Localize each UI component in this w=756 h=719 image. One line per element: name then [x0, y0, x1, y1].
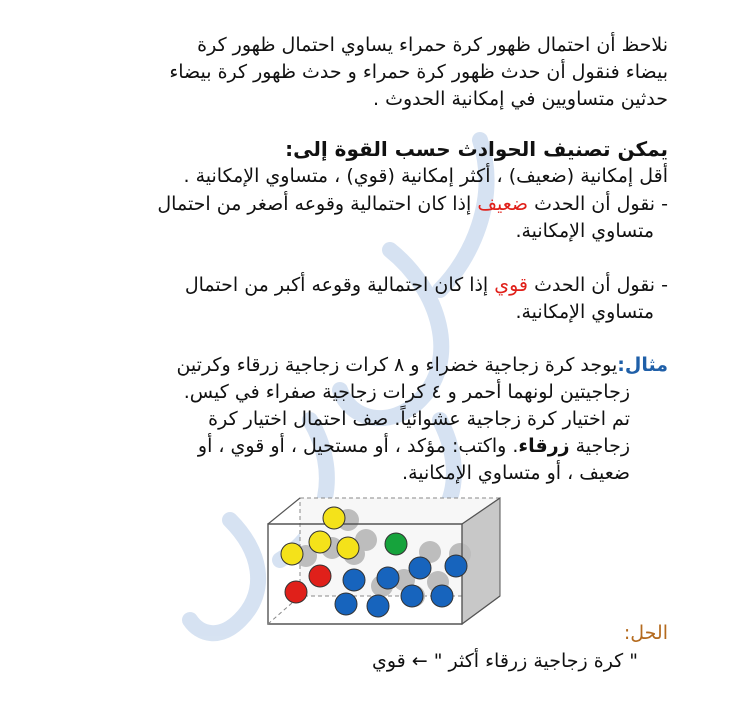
example-line2: زجاجيتين لونهما أحمر و ٤ كرات زجاجية صفراء في كيس.	[183, 381, 630, 403]
weak-definition	[157, 191, 668, 217]
blue-marble	[367, 595, 389, 617]
example-line4-bold: زرقاء	[518, 435, 570, 457]
red-marble	[285, 581, 307, 603]
example-text1: يوجد كرة زجاجية خضراء و ٨ كرات زجاجية زرقاء وكرتين	[176, 354, 618, 376]
blue-marble	[343, 569, 365, 591]
yellow-marble	[323, 507, 345, 529]
classes-line: أقل إمكانية (ضعيف) ، أكثر إمكانية (قوي) ، متساوي الإمكانية .	[183, 165, 668, 187]
example-line4	[198, 433, 630, 459]
para1-line2: بيضاء فنقول أن حدث ظهور كرة حمراء و حدث ظهور كرة بيضاء	[169, 61, 668, 83]
example-line1	[176, 352, 668, 378]
marble-box-illustration	[262, 496, 502, 628]
yellow-marble	[309, 531, 331, 553]
strong-keyword: قوي	[494, 274, 529, 296]
strong-definition	[185, 272, 668, 298]
blue-marble	[409, 557, 431, 579]
example-line5: ضعيف ، أو متساوي الإمكانية.	[402, 462, 630, 484]
blue-marble	[445, 555, 467, 577]
strong-prefix: - نقول أن الحدث	[528, 274, 668, 296]
para1-line1: نلاحظ أن احتمال ظهور كرة حمراء يساوي احتمال ظهور كرة	[197, 34, 668, 56]
example-line4-suffix: . واكتب: مؤكد ، أو مستحيل ، أو قوي ، أو	[197, 435, 519, 457]
section-heading: يمكن تصنيف الحوادث حسب القوة إلى:	[285, 137, 668, 161]
solution-answer: " كرة زجاجية زرقاء أكثر " ← قوي	[372, 650, 638, 672]
green-marble	[385, 533, 407, 555]
strong-line2: متساوي الإمكانية.	[515, 301, 654, 323]
strong-suffix: إذا كان احتمالية وقوعه أكبر من احتمال	[184, 274, 495, 296]
blue-marble	[335, 593, 357, 615]
example-line4-prefix: زجاجية	[569, 435, 630, 457]
yellow-marble	[337, 537, 359, 559]
example-label: مثال:	[617, 354, 668, 376]
solution-label: الحل:	[623, 622, 668, 644]
yellow-marble	[281, 543, 303, 565]
example-line3: تم اختيار كرة زجاجية عشوائياً. صف احتمال اختيار كرة	[208, 408, 630, 430]
weak-keyword: ضعيف	[477, 193, 529, 215]
blue-marble	[377, 567, 399, 589]
red-marble	[309, 565, 331, 587]
blue-marble	[431, 585, 453, 607]
para1-line3: حدثين متساويين في إمكانية الحدوث .	[373, 88, 668, 110]
weak-suffix: إذا كان احتمالية وقوعه أصغر من احتمال	[157, 193, 478, 215]
weak-line2: متساوي الإمكانية.	[515, 220, 654, 242]
weak-prefix: - نقول أن الحدث	[528, 193, 668, 215]
blue-marble	[401, 585, 423, 607]
